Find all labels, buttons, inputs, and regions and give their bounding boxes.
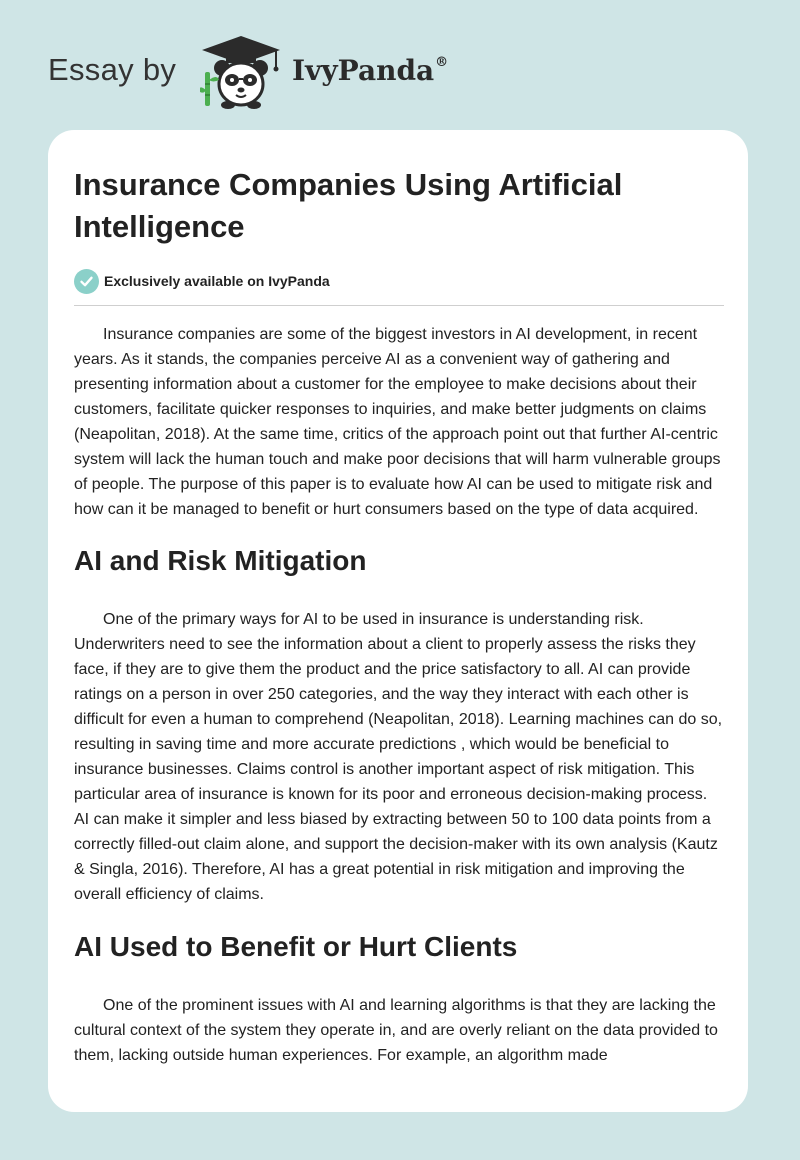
- exclusive-badge: [74, 268, 724, 294]
- section-paragraph-benefit-or-hurt: One of the prominent issues with AI and learning algorithms is that they are lacking the cultural context of the system they operate in, and are overly reliant on the data provided to them, lacking outside human experiences. For example, an algorithm made: [74, 997, 718, 1064]
- section-heading-benefit-or-hurt: AI Used to Benefit or Hurt Clients: [74, 931, 518, 962]
- exclusive-badge-text: Exclusively available on IvyPanda: [104, 273, 330, 289]
- essay-card: [48, 130, 748, 1112]
- divider: [74, 305, 724, 306]
- brand-name[interactable]: IvyPanda®: [292, 54, 449, 87]
- intro-paragraph: Insurance companies are some of the biggest investors in AI development, in recent years. As it stands, the companies perceive AI as a convenient way of gathering and presenting information about a customer for the employee to make decisions about their customers, facilitate quicker responses to inquiries, and make better judgments on claims (Neapolitan, 2018). At the same time, critics of the approach point out that further AI-centric system will lack the human touch and make poor decisions that will harm vulnerable groups of people. The purpose of this paper is to evaluate how AI can be used to mitigate risk and how can it be managed to benefit or hurt consumers based on the type of data acquired.: [74, 326, 721, 518]
- page-title: Insurance Companies Using Artificial Intelligence: [74, 167, 623, 244]
- panda-graduate-logo-icon[interactable]: [200, 34, 282, 110]
- site-header: [48, 30, 508, 110]
- checkmark-icon: [74, 269, 99, 294]
- section-paragraph-risk-mitigation: One of the primary ways for AI to be used in insurance is understanding risk. Underwriters need to see the information about a client to properly assess the risks they face, if they are to give them the product and the price satisfactory to all. AI can provide ratings on a person in over 250 categories, and the way they interact with each other is difficult for even a human to comprehend (Neapolitan, 2018). Learning machines can do so, resulting in saving time and more accurate predictions , which would be beneficial to insurance businesses. Claims control is another important aspect of risk mitigation. This particular area of insurance is known for its poor and erroneous decision-making process. AI can make it simpler and less biased by extracting between 50 to 100 data points from a correctly filled-out claim alone, and support the decision-maker with its own analysis (Kautz & Singla, 2016). Therefore, AI has a great potential in risk mitigation and improving the overall efficiency of claims.: [74, 611, 723, 903]
- essay-content: [74, 164, 724, 1068]
- essay-by-label: Essay by: [48, 52, 177, 87]
- section-heading-risk-mitigation: AI and Risk Mitigation: [74, 545, 367, 576]
